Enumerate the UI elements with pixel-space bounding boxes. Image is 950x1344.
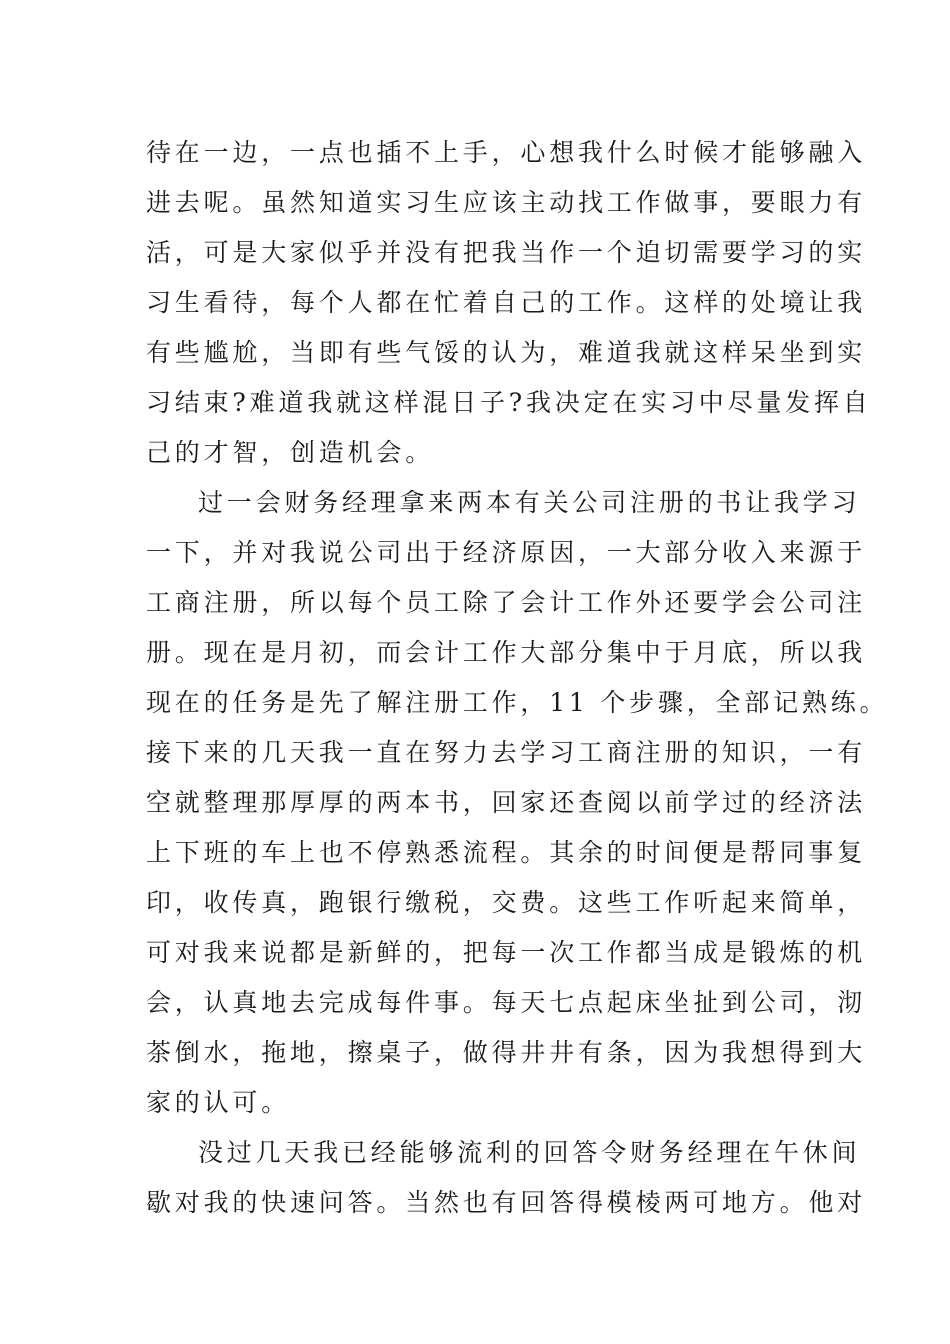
text-line: 己的才智，创造机会。 (146, 438, 435, 467)
text-line: 习结束?难道我就这样混日子?我决定在实习中尽量发挥自 (146, 388, 872, 417)
text-line: 册。现在是月初，而会计工作大部分集中于月底，所以我 (146, 638, 867, 667)
text-line: 工商注册，所以每个员工除了会计工作外还要学会公司注 (146, 588, 867, 617)
text-line: 印，收传真，跑银行缴税，交费。这些工作听起来简单， (146, 888, 867, 917)
text-line: 一下，并对我说公司出于经济原因，一大部分收入来源于 (146, 538, 867, 567)
text-line: 进去呢。虽然知道实习生应该主动找工作做事，要眼力有 (146, 188, 867, 217)
paragraph-first-line: 过一会财务经理拿来两本有关公司注册的书让我学习 (198, 488, 861, 517)
text-line: 歇对我的快速问答。当然也有回答得模棱两可地方。他对 (146, 1188, 867, 1217)
text-line: 接下来的几天我一直在努力去学习工商注册的知识，一有 (146, 738, 867, 767)
text-line: 空就整理那厚厚的两本书，回家还查阅以前学过的经济法 (146, 788, 867, 817)
text-line: 习生看待，每个人都在忙着自己的工作。这样的处境让我 (146, 288, 867, 317)
text-line: 上下班的车上也不停熟悉流程。其余的时间便是帮同事复 (146, 838, 867, 867)
text-line: 家的认可。 (146, 1088, 291, 1117)
text-line: 会，认真地去完成每件事。每天七点起床坐扯到公司，沏 (146, 988, 867, 1017)
text-line: 可对我来说都是新鲜的，把每一次工作都当成是锻炼的机 (146, 938, 867, 967)
text-line: 有些尴尬，当即有些气馁的认为，难道我就这样呆坐到实 (146, 338, 867, 367)
text-line: 待在一边，一点也插不上手，心想我什么时候才能够融入 (146, 138, 867, 167)
text-line: 活，可是大家似乎并没有把我当作一个迫切需要学习的实 (146, 238, 867, 267)
text-line: 现在的任务是先了解注册工作，11 个步骤，全部记熟练。 (146, 688, 889, 717)
text-line: 茶倒水，拖地，擦桌子，做得井井有条，因为我想得到大 (146, 1038, 867, 1067)
paragraph-first-line: 没过几天我已经能够流利的回答令财务经理在午休间 (198, 1138, 861, 1167)
